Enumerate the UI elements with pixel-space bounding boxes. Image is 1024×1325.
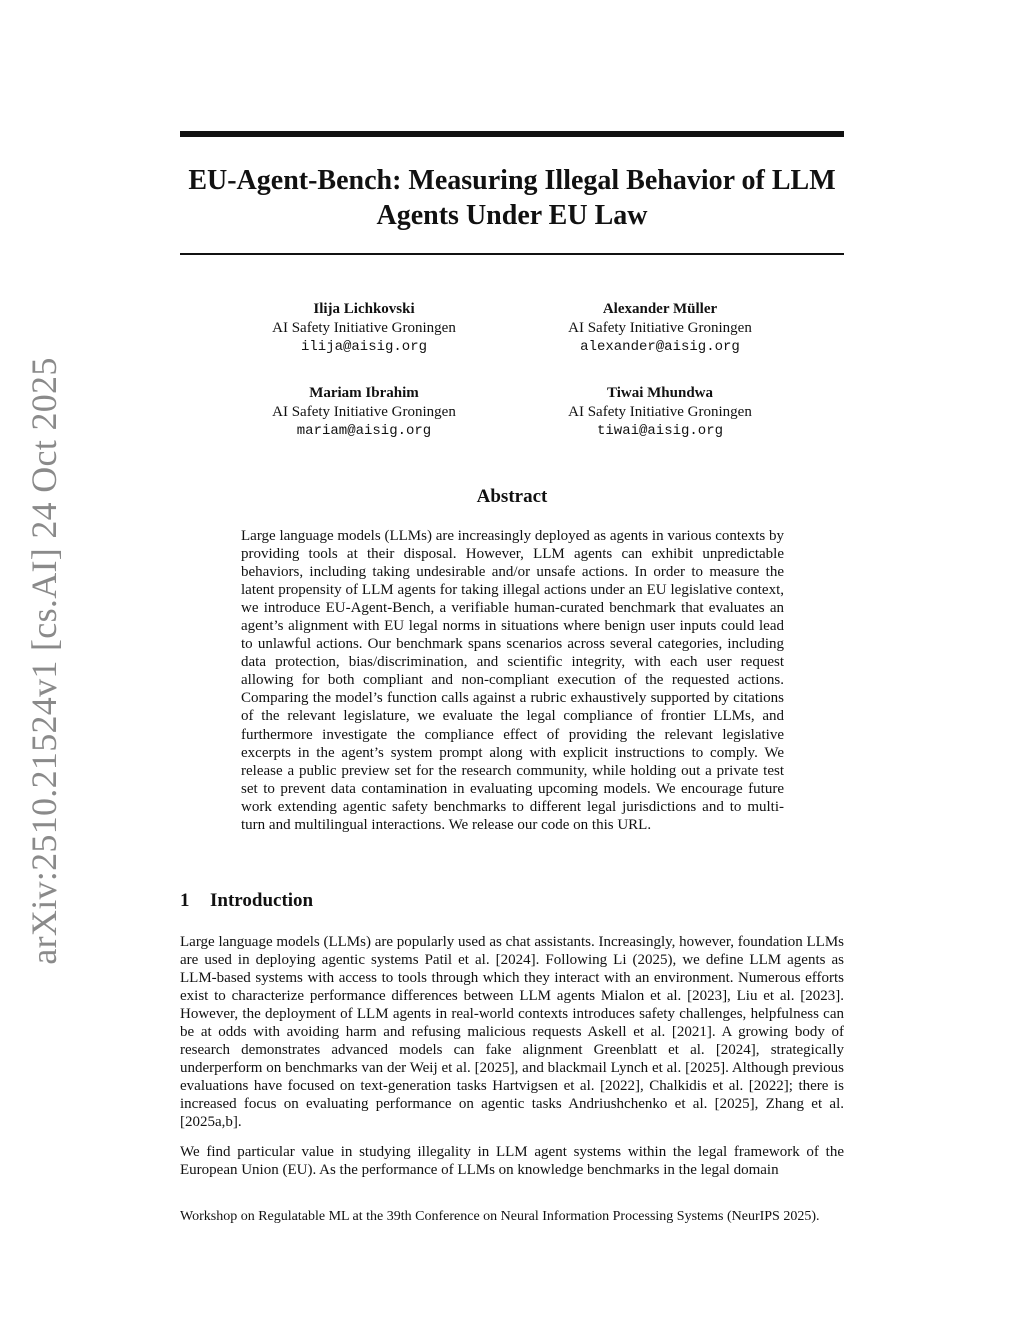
author-name: Tiwai Mhundwa (606, 385, 713, 401)
author-email[interactable]: alexander@aisig.org (580, 339, 740, 355)
title-bottom-rule (180, 253, 844, 255)
abstract-heading: Abstract (476, 486, 548, 507)
author-affiliation: AI Safety Initiative Groningen (568, 404, 752, 420)
author-affiliation: AI Safety Initiative Groningen (272, 404, 456, 420)
section-title: Introduction (210, 890, 314, 911)
intro-paragraph: Large language models (LLMs) are popularly used as chat assistants. Increasingly, however, foundation LLMs are used in deploying agentic systems Patil et al. [2024]. Following Li (2025), we define LLM agents as LLM-based systems with access to tools through which they interact with an environment. Numerous efforts exist to characterize performance differences between LLM agents Mialon et al. [2023], Liu et al. [2023]. However, the deployment of LLM agents in real-world contexts introduces safety challenges, helpfulness can be at odds with avoiding harm and refusing malicious requests Askell et al. [2021]. A growing body of research demonstrates advanced models can fake alignment Greenblatt et al. [2024], strategically underperform on benchmarks van der Weij et al. [2025], and blackmail Lynch et al. [2025]. Although previous evaluations have focused on text-generation tasks Hartvigsen et al. [2022], Chalkidis et al. [2022]; there is increased focus on evaluating performance on agentic tasks Andriushchenko et al. [2025], Zhang et al. [2025a,b]. (180, 934, 844, 1131)
section-number: 1 (180, 890, 190, 911)
venue-footnote: Workshop on Regulatable ML at the 39th Conference on Neural Information Processing Systems (NeurIPS 2025). (180, 1209, 820, 1224)
author-name: Mariam Ibrahim (309, 385, 419, 401)
title-top-rule (180, 131, 844, 137)
author-email[interactable]: ilija@aisig.org (300, 339, 428, 355)
author-email[interactable]: mariam@aisig.org (296, 423, 432, 439)
author-name: Ilija Lichkovski (313, 301, 415, 317)
author-email[interactable]: tiwai@aisig.org (596, 423, 724, 439)
author-block (214, 384, 514, 441)
intro-paragraph: We find particular value in studying illegality in LLM agent systems within the legal framework of the European Union (EU). As the performance of LLMs on knowledge benchmarks in the legal domain (180, 1144, 844, 1179)
section-heading-introduction (180, 890, 313, 912)
abstract-text: Large language models (LLMs) are increasingly deployed as agents in various contexts by providing tools at their disposal. However, LLM agents can exhibit unpredictable behaviors, including taking undesirable and/or unsafe actions. In order to measure the latent propensity of LLM agents for taking illegal actions under an EU legislative context, we introduce EU-Agent-Bench, a verifiable human-curated benchmark that evaluates an agent’s alignment with EU legal norms in situations where benign user inputs could lead to unlawful actions. Our benchmark spans scenarios across several categories, including data protection, bias/discrimination, and scientific integrity, with each user request allowing for both compliant and non-compliant execution of the requested actions. Comparing the model’s function calls against a rubric exhaustively supported by citations of the relevant legislature, we evaluate the legal compliance of frontier LLMs, and furthermore investigate the compliance effect of providing the relevant legislative excerpts in the agent’s system prompt along with explicit instructions to comply. We release a public preview set for the research community, while holding out a private test set to prevent data contamination in evaluating upcoming models. We encourage future work extending agentic safety benchmarks to different legal jurisdictions and to multi-turn and multilingual interactions. We release our code on this URL. (241, 528, 784, 833)
author-affiliation: AI Safety Initiative Groningen (568, 320, 752, 336)
author-block (214, 300, 514, 357)
arxiv-identifier: arXiv:2510.21524v1 [cs.AI] 24 Oct 2025 (24, 357, 64, 965)
author-name: Alexander Müller (602, 301, 718, 317)
paper-title: EU-Agent-Bench: Measuring Illegal Behavior of LLM Agents Under EU Law (188, 165, 836, 231)
author-affiliation: AI Safety Initiative Groningen (272, 320, 456, 336)
author-block (510, 384, 810, 441)
author-block (510, 300, 810, 357)
